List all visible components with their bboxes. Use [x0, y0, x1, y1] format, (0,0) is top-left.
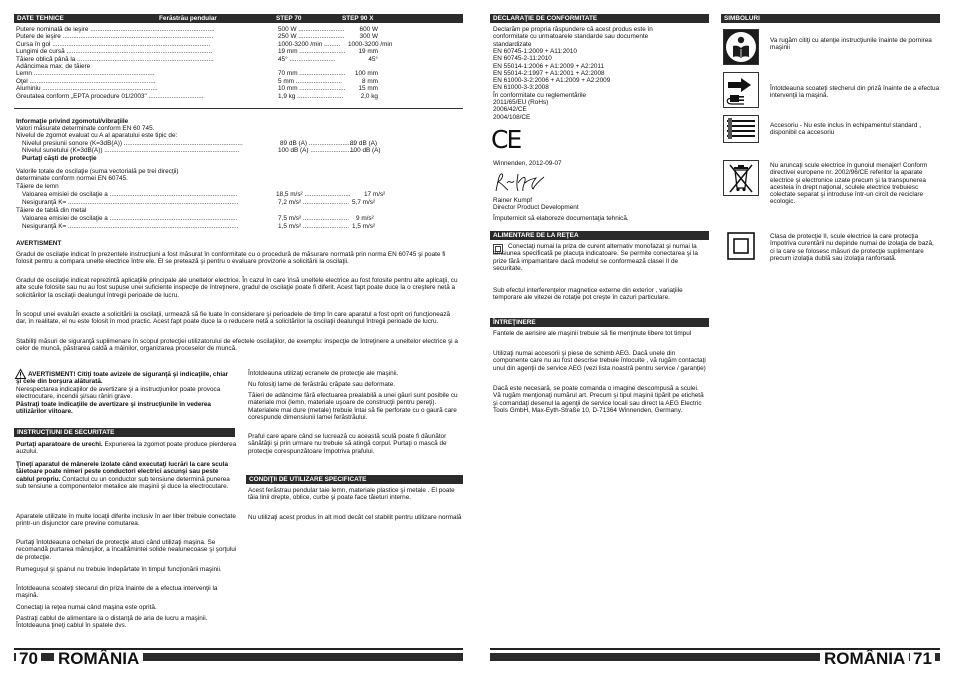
conformity-line: 2011/65/EU (RoHs) — [493, 99, 549, 106]
safety-item-1-bold: Purtaţi aparatoare de urechi. — [16, 441, 103, 448]
vibration-wood-uncertainty-label: Nesiguranţă K= ................................................................................................ — [22, 199, 239, 206]
tech-row-step90x: 1000-3200 /min — [348, 40, 393, 48]
ear-protection-note: Purtaţi căşti de protecţie — [22, 155, 97, 162]
authorization-note: Împuternicit să elaboreze documentaţia tehnică. — [493, 215, 629, 222]
conformity-line: EN 61000-3-2:2006 + A1:2009 + A2:2009 — [493, 77, 611, 85]
safety-item-1 — [16, 441, 238, 456]
class-ii-icon — [727, 232, 755, 260]
warning-paragraph-4: Stabiliţi măsuri de siguranţă suplimenare în scopul protecţiei utilizatorului de efectele oscilaţiilor, de exemplu: inspecţie de întreţinere a uneltelor electrice şi a celor de muncă, păstrarea caldă a mâinilor, organizarea proceselor de muncă. — [16, 338, 458, 353]
signature-image — [492, 171, 550, 193]
noise-power-label: Nivelul sunetului (K=3dB(A)) ............................................................................ — [22, 147, 240, 154]
symbol-1-text: Va rugăm citiţi cu atenţie instrucţiunile înainte de pornirea maşinii — [770, 37, 932, 52]
read-instructions-icon — [723, 29, 759, 65]
safety-item-3: Aparatele utilizate în multe locaţii diferite inclusiv în aer liber trebuie conectate printr-un disjunctor care previne comutarea. — [16, 513, 236, 528]
right-language-label: ROMÂNIA — [820, 650, 909, 667]
maintenance-paragraph-1: Fantele de aerisire ale maşinii trebuie să fie menţinute libere tot timpul — [493, 330, 692, 337]
safety-item-2-bold: Ţineţi aparatul de mânerele izolate când executaţi lucrări la care scula tăietoare poate nimeri peste conductori electrici ascunşi sau peste cablul propriu. — [16, 461, 229, 483]
symbol-5-text: Clasa de protecţie II, scule electrice la care protecţia împotriva curentării nu depinde numai de izolaţia de bază, ci la care se folosesc măsuri de protecţie suplimentare precum izolaţia dublă sau izolaţia ranforsată. — [770, 233, 934, 262]
tech-row-step70: 1,9 kg .......................... — [278, 92, 344, 100]
mains-header: ALIMENTARE DE LA REŢEA — [490, 231, 709, 240]
noise-line-1: Valori măsurate determinate conform EN 60 745. — [16, 125, 155, 132]
tech-row-step90x: 300 W — [359, 33, 378, 41]
noise-line-2: Nivelul de zgomot evaluat cu A al aparatului este tipic de: — [16, 132, 178, 139]
left-language-label: ROMÂNIA — [54, 650, 143, 667]
vibration-wood-uncertainty-v2: 5,7 m/s² — [352, 199, 376, 206]
tech-row-step90x: 600 W — [359, 26, 378, 33]
safety-item-5: Rumeguşul şi şpanul nu trebuie îndepărtate în timpul funcţionării maşinii. — [16, 566, 222, 573]
tech-row-label: Oţel ....................................................................... — [16, 77, 156, 85]
left-footer — [14, 648, 463, 667]
tech-row-step70: 19 mm .......................... — [278, 48, 346, 56]
noise-power-v2: 100 dB (A) — [350, 147, 381, 154]
conformity-line: standardizate — [493, 40, 532, 48]
tech-data-rule — [14, 108, 463, 109]
tech-data-col1: Ferăstrău pendular — [159, 15, 217, 22]
safety-item-6: Întotdeauna scoateţi stecarul din priza înainte de a efectua intervenţii la maşină. — [16, 585, 218, 600]
tech-row-step90x: 19 mm — [358, 48, 378, 56]
conformity-line: 2006/42/CE — [493, 106, 527, 114]
maintenance-paragraph-3: Dacă este necesară, se poate comanda o imagine descompusă a sculei. Vă rugăm menţionaţi numărul art. Precum şi tipul maşinii tipărit pe etichetă şi comandaţi desenul la agenţii de service locali sau direct la AEG Electric Tools GmbH, Max-Eyth-Straße 10, D-71364 Winnenden, Germany. — [493, 385, 704, 414]
safety-header: INSTRUCŢIUNI DE SECURITATE — [14, 428, 235, 437]
tech-row-step90x: 15 mm — [358, 85, 378, 93]
tech-row-step90x: 45° — [368, 55, 378, 63]
symbol-4-text: Nu aruncaţi scule electrice în gunoiul menajer! Conform directivei europene nr. 2002/96/CE referitor la aparate electrice şi electronice uzate precum şi la transpunerea acesteia în drept naţional, sculele electrice trebuiesc colectate separat şi introduse într-un circit de reciclare ecologic. — [770, 162, 928, 206]
conformity-line: EN 61000-3-3:2008 — [493, 84, 549, 92]
tech-row-step70: 500 W .......................... — [278, 26, 345, 33]
safety-item-2-text: Contactul cu un conductor sub tensiune determină punerea sub tensiune a componentelor metalice ale maşinii şi duce la electrocutare. — [16, 475, 230, 490]
tech-row-step70: 45° .......................... — [278, 55, 336, 63]
warning-title: AVERTISMENT — [16, 240, 62, 247]
vibration-wood-emission-label: Valoarea emisiei de oscilaţie a ........................................................................ — [22, 191, 238, 198]
vibration-metal-emission-v2: 9 m/s² — [356, 215, 374, 222]
tech-data-title: DATE TEHNICE — [17, 15, 64, 22]
usage-paragraph-1: Acest ferăstrau pendular taie lemn, materiale plastice şi metale . El poate tăia linii drepte, oblice, curbe şi poate face tăieturi interne. — [248, 487, 455, 502]
attention-normal: Nerespectarea indicaţiilor de avertizare şi a instrucţiunilor poate provoca electrocutare, incendii şi/sau răniri grave. — [16, 386, 221, 401]
vibration-metal-uncertainty-label: Nesiguranţă K= ................................................................................................ — [22, 223, 239, 230]
tech-row-label: Putere nominală de ieşire ...................................................................... — [16, 26, 215, 33]
noise-pressure-v2: 89 dB (A) — [350, 140, 377, 147]
tech-data-header — [14, 14, 463, 23]
tech-row-step70: 10 mm .......................... — [278, 85, 346, 93]
conformity-line: 2004/108/CE — [493, 113, 531, 121]
maintenance-header: ÎNTREŢINERE — [490, 318, 709, 327]
vibration-metal-emission-v1: 7,5 m/s² .......................... — [278, 215, 350, 222]
tech-row-label: Putere de ieşire ..................................................................................... — [16, 33, 214, 41]
conformity-place-date: Winnenden, 2012-09-07 — [493, 160, 562, 167]
noise-pressure-v1: 89 dB (A) .......................... — [280, 140, 355, 147]
tech-row-label: Greutatea conform „EPTA procedure 01/2003" ............................... — [16, 92, 204, 100]
conformity-line: EN 55014-2:1997 + A1:2001 + A2:2008 — [493, 69, 605, 77]
vibration-wood-emission-v2: 17 m/s² — [364, 191, 386, 198]
usage-paragraph-2: Nu utilizaţi acest produs în alt mod decât cel stabilit pentru utilizare normală — [248, 514, 462, 521]
attention-bold-1: AVERTISMENT! Citiţi toate avizele de siguranţă şi indicaţiile, chiar şi cele din borşura alăturată. — [16, 371, 229, 386]
tech-row-step90x: 2,0 kg — [360, 92, 378, 100]
right-page-number: 71 — [910, 650, 935, 667]
right-footer — [490, 648, 940, 667]
vibration-wood-uncertainty-v1: 7,2 m/s² .......................... — [278, 199, 350, 206]
safety-item-12: Praful care apare când se lucrează cu această sculă poate fi dăunător sănătăţii şi prin urmare nu trebuie să atingă corpul. Purtaţi o mască de protecţie corespunzătoare împotriva prafului. — [248, 433, 447, 455]
vibration-metal-uncertainty-v2: 1,5 m/s² — [352, 223, 376, 230]
tech-row-step70: 70 mm .......................... — [278, 70, 346, 78]
warning-paragraph-3: În scopul unei evaluări exacte a solicitării la oscilaţii, urmează să fie luate în considerare şi perioadele de timp în care aparatul a fost oprit ori funcţionează dar, în realitate, el nu este folosit în mod practic. Acest fapt poate duce la o reducere netă a solicitărilor la oscilaţii dealungul întregii perioade de lucru. — [16, 311, 451, 326]
symbols-header: SIMBOLURI — [721, 14, 940, 23]
vibration-metal-emission-label: Valoarea emisiei de oscilaţie a ........................................................................ — [22, 215, 238, 222]
safety-item-7: Conectaţi la reţea numai când maşina este oprită. — [16, 604, 157, 611]
tech-row-label: Cursa în gol ......................................................................................... — [16, 40, 211, 48]
vibration-wood-emission-v1: 18,5 m/s² .......................... — [276, 191, 351, 198]
conformity-line: EN 55014-1:2006 + A1:2009 + A2:2011 — [493, 62, 605, 70]
signatory-role: Director Product Development — [493, 204, 579, 211]
tech-row-step90x: 100 mm — [354, 70, 378, 78]
crossed-bin-icon — [723, 160, 759, 196]
safety-item-1-text: Expunerea la zgomot poate produce pierderea auzului. — [16, 441, 237, 456]
tech-row-label: Lungimi de cursă .................................................................................. — [16, 48, 213, 56]
vibration-metal-uncertainty-v1: 1,5 m/s² .......................... — [278, 223, 350, 230]
tech-row-label: Adâncimea max. de tăiere — [16, 63, 91, 70]
conformity-header: DECLARAŢIE DE CONFORMITATE — [490, 14, 709, 23]
ce-mark: CE — [491, 125, 521, 154]
vibration-line-1: Valorile totale de oscilaţie (suma vectorială pe trei direcţii) — [16, 168, 179, 175]
maintenance-paragraph-2: Utilizaţi numai accesorii şi piese de schimb AEG. Dacă unele din componente care nu au fost descrise trebuie înlocuite , vă rugăm contactaţi unul din agenţii de service AEG (vezi lista noastră pentru service / garanţie) — [493, 350, 706, 372]
vibration-line-2: determinate conform normei EN 60745. — [16, 175, 128, 182]
warning-paragraph-1: Gradul de oscilaţie indicat în prezentele instrucţiuni a fost măsurat în conformitate cu o procedură de măsurare normată prin norma EN 60745 şi poate fi folosit pentru a compara unelte electrice între ele. El se pretează şi pentru o evaluare provizorie a solicitării la oscilaţii. — [16, 251, 446, 266]
safety-item-4: Purtaţi întotdeauna ochelari de protecţie atuci când utilizaţi maşina. Se recomandă purtarea mănuşilor, a încaltămintei solide nealunecoase şi şorţului de protecţie. — [16, 539, 237, 561]
noise-title: Informaţie privind zgomotul/vibraţiile — [16, 118, 129, 125]
noise-pressure-label: Nivelul presiunii sonore (K=3dB(A)) ................................................................... — [22, 140, 243, 147]
conformity-line: EN 60745-2-11:2010 — [493, 55, 552, 63]
tech-data-col2: STEP 70 — [276, 15, 302, 22]
conformity-line: conformitate cu urmatoarele standarde sau documente — [493, 33, 649, 41]
safety-item-10: Nu folosiţi lame de ferăstrău crăpate sau deformate. — [248, 381, 396, 388]
tech-data-col3: STEP 90 X — [342, 15, 374, 22]
tech-row-step70: 1000-3200 /min ......... — [278, 40, 341, 48]
vibration-wood-title: Tăiere de lemn — [16, 183, 59, 190]
warning-paragraph-2: Gradul de oscilaţie indicat reprezintă aplicaţiile principale ale uneltelor electrice. În cazul în care însă uneltele electrice au fost folosite pentru alte aplicaţii, cu alte scule folosite sau nu au fost supuse unei suficiente inspecţie de întreţinere, gradul de oscilaţie poate fi diferit. Acest fapt poate duce la o creştere netă a solicitărilor la oscilaţii dealungul întregii perioade de lucru. — [16, 277, 458, 299]
tech-row-label: Aluminiu ................................................................. — [16, 85, 158, 93]
safety-item-11: Tăieri de adâncime fără efectuarea prealabilă a unei găuri sunt posibile cu materiale moi (lemn, materiale uşoare de construcţii pentru pereţi). Materialele mai dure (metale) trebuie întai să fie perforate cu o gaură care corespunde dimensiunii lamei ferăstrăului. — [248, 392, 458, 421]
tech-row-step70: 5 mm .......................... — [278, 77, 342, 85]
conformity-line: În conformitate cu reglementările — [493, 91, 587, 99]
tech-row-label: Lemn .................................................................... — [16, 70, 155, 78]
tech-row-step90x: 8 mm — [362, 77, 378, 85]
conformity-line: Declarăm pe propria răspundere că acest produs este în — [493, 26, 653, 33]
tech-row-step70: 250 W .......................... — [278, 33, 345, 41]
safety-item-8: Pastraţi cablul de alimentare la o distanţă de aria de lucru a maşinii. Întotdeauna ţineţi cablul în spatele dvs. — [16, 615, 208, 630]
accessory-icon — [723, 115, 759, 143]
symbol-2-text: Întotdeauna scoateţi stecherul din priză înainte de a efectua intervenţii la maşină. — [770, 85, 940, 100]
unplug-icon — [723, 72, 759, 108]
tech-row-label: Tăiere oblică până la ............................................................................. — [16, 55, 214, 63]
mains-paragraph-1: Conectaţi numai la priza de curent alternativ monofazat şi numai la tensiunea specificată pe placuţa indicatoare. Se permite conectarea şi la prize fără impamantare dacă modelul se conformează clasei II de securitate. — [493, 243, 698, 272]
mains-paragraph-2: Sub efectul interferenţelor magnetice externe din exterior , variaţiile temporare ale vitezei de rotaţie pot creşte în cazuri particulare. — [493, 287, 683, 302]
left-page-number: 70 — [16, 650, 41, 667]
safety-item-9: Întotdeauna utilizaţi ecranele de protecţie ale maşinii. — [248, 370, 399, 377]
safety-item-2 — [16, 461, 238, 490]
signatory-name: Rainer Kumpf — [493, 197, 533, 204]
attention-bold-2: Păstraţi toate indicaţiile de avertizare şi instrucţiunile în vederea utilizărilor viitoare. — [16, 401, 211, 416]
conformity-line: EN 60745-1:2009 + A11:2010 — [493, 47, 577, 55]
vibration-metal-title: Tăiere de tablă din metal — [16, 207, 87, 214]
usage-header: CONDIŢII DE UTILIZARE SPECIFICATE — [246, 475, 463, 484]
noise-power-v1: 100 dB (A) .......................... — [278, 147, 357, 154]
symbol-3-text: Accesoriu - Nu este inclus în echipamentul standard , disponibil ca accesoriu — [770, 122, 921, 137]
